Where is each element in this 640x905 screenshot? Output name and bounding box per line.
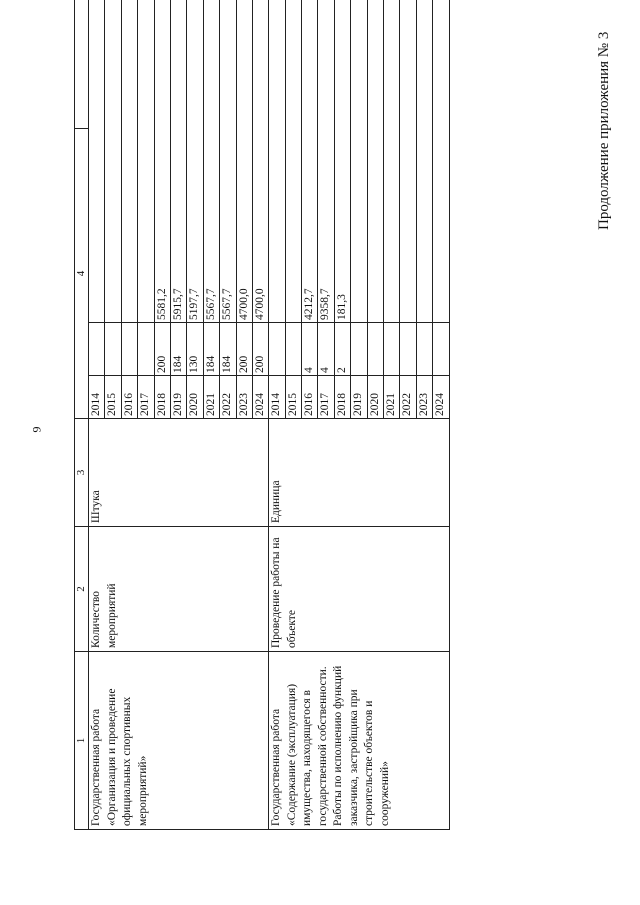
header-cell-2: 2 <box>75 527 89 652</box>
year-cell: 2015 <box>105 376 121 419</box>
year-values-table <box>269 0 448 418</box>
year-cell: 2024 <box>433 376 449 419</box>
year-row <box>236 0 252 418</box>
value-cell: 184 <box>220 323 236 376</box>
amount-cell: 5567,7 <box>203 0 219 323</box>
amount-cell <box>351 0 367 323</box>
amount-cell <box>285 0 301 323</box>
value-cell: 130 <box>187 323 203 376</box>
amount-cell: 9358,7 <box>318 0 334 323</box>
value-cell <box>89 323 105 376</box>
value-cell <box>384 323 400 376</box>
year-row <box>138 0 154 418</box>
amount-cell <box>367 0 383 323</box>
indicator-name: Проведение работы на объекте <box>269 527 449 652</box>
year-cell: 2018 <box>334 376 350 419</box>
year-cell: 2016 <box>302 376 318 419</box>
year-row <box>220 0 236 418</box>
amount-cell: 5197,7 <box>187 0 203 323</box>
work-description: Государственная работа «Содержание (эксплуатация) имущества, находящегося в государственной собственности. Работы по исполнению функций заказчика, застройщика при строительстве объектов и сооружений» <box>269 652 449 830</box>
work-description: Государственная работа «Организация и проведение официальных спортивных мероприятий» <box>89 652 269 830</box>
amount-cell: 5581,2 <box>154 0 170 323</box>
value-cell: 200 <box>154 323 170 376</box>
year-cell: 2014 <box>89 376 105 419</box>
year-cell: 2022 <box>400 376 416 419</box>
year-row <box>384 0 400 418</box>
year-values-cell <box>269 0 449 419</box>
year-row <box>203 0 219 418</box>
amount-cell <box>416 0 432 323</box>
amount-cell: 5567,7 <box>220 0 236 323</box>
amount-cell: 4700,0 <box>253 288 266 320</box>
unit-name: Штука <box>89 419 269 527</box>
year-row <box>187 0 203 418</box>
year-cell: 2020 <box>367 376 383 419</box>
value-cell: 4 <box>302 323 318 376</box>
amount-cell <box>400 0 416 323</box>
value-cell: 200 <box>252 323 268 376</box>
year-row <box>252 0 268 418</box>
year-row <box>433 0 449 418</box>
year-cell: 2015 <box>285 376 301 419</box>
unit-name: Единица <box>269 419 449 527</box>
amount-cell: 4212,7 <box>302 0 318 323</box>
year-row <box>334 0 350 418</box>
year-row <box>105 0 121 418</box>
year-row <box>170 0 186 418</box>
amount-cell <box>105 0 121 323</box>
value-cell <box>105 323 121 376</box>
value-cell: 2 <box>334 323 350 376</box>
amount-cell <box>384 0 400 323</box>
year-cell: 2014 <box>269 376 285 419</box>
value-cell <box>433 323 449 376</box>
value-cell: 184 <box>203 323 219 376</box>
indicator-name: Количество мероприятий <box>89 527 269 652</box>
value-cell <box>285 323 301 376</box>
year-cell: 2022 <box>220 376 236 419</box>
data-table <box>74 0 450 830</box>
year-row <box>121 0 137 418</box>
amount-cell <box>138 0 154 323</box>
amount-cell <box>433 0 449 323</box>
table-row <box>89 0 269 830</box>
value-cell <box>351 323 367 376</box>
year-cell: 2021 <box>203 376 219 419</box>
year-values-table <box>89 0 268 418</box>
year-row <box>318 0 334 418</box>
amount-cell: 4700,0 <box>236 0 252 323</box>
year-row <box>302 0 318 418</box>
year-row <box>400 0 416 418</box>
header-cell-3: 3 <box>75 419 89 527</box>
year-cell: 2016 <box>121 376 137 419</box>
year-row <box>154 0 170 418</box>
value-cell <box>138 323 154 376</box>
value-cell: 4 <box>318 323 334 376</box>
value-cell: 200 <box>236 323 252 376</box>
year-cell: 2019 <box>351 376 367 419</box>
year-row <box>285 0 301 418</box>
year-row <box>367 0 383 418</box>
table-row <box>269 0 449 830</box>
value-cell: 184 <box>170 323 186 376</box>
page-number: 9 <box>29 426 44 433</box>
year-cell: 2017 <box>138 376 154 419</box>
year-cell: 2020 <box>187 376 203 419</box>
header-cell-1: 1 <box>75 652 89 830</box>
year-row <box>269 0 285 418</box>
year-values-cell <box>89 0 269 419</box>
year-row <box>351 0 367 418</box>
value-cell <box>416 323 432 376</box>
header-cell-5 <box>75 0 89 129</box>
year-row <box>416 0 432 418</box>
year-cell: 2023 <box>236 376 252 419</box>
value-cell <box>269 323 285 376</box>
rotated-table-container <box>74 35 564 830</box>
year-cell: 2018 <box>154 376 170 419</box>
amount-cell <box>269 0 285 323</box>
value-cell <box>400 323 416 376</box>
amount-cell: 181,3 <box>334 0 350 323</box>
amount-cell <box>89 0 105 323</box>
year-cell: 2017 <box>318 376 334 419</box>
value-cell <box>367 323 383 376</box>
value-cell <box>121 323 137 376</box>
year-cell: 2023 <box>416 376 432 419</box>
header-row <box>75 0 89 830</box>
amount-cell: 5915,7 <box>170 0 186 323</box>
year-row <box>89 0 105 418</box>
year-cell: 2021 <box>384 376 400 419</box>
year-cell: 2019 <box>170 376 186 419</box>
year-cell: 2024 <box>252 376 268 419</box>
page-heading: Продолжение приложения № 3 <box>596 31 612 230</box>
amount-cell <box>121 0 137 323</box>
header-cell-4: 4 <box>75 129 89 419</box>
